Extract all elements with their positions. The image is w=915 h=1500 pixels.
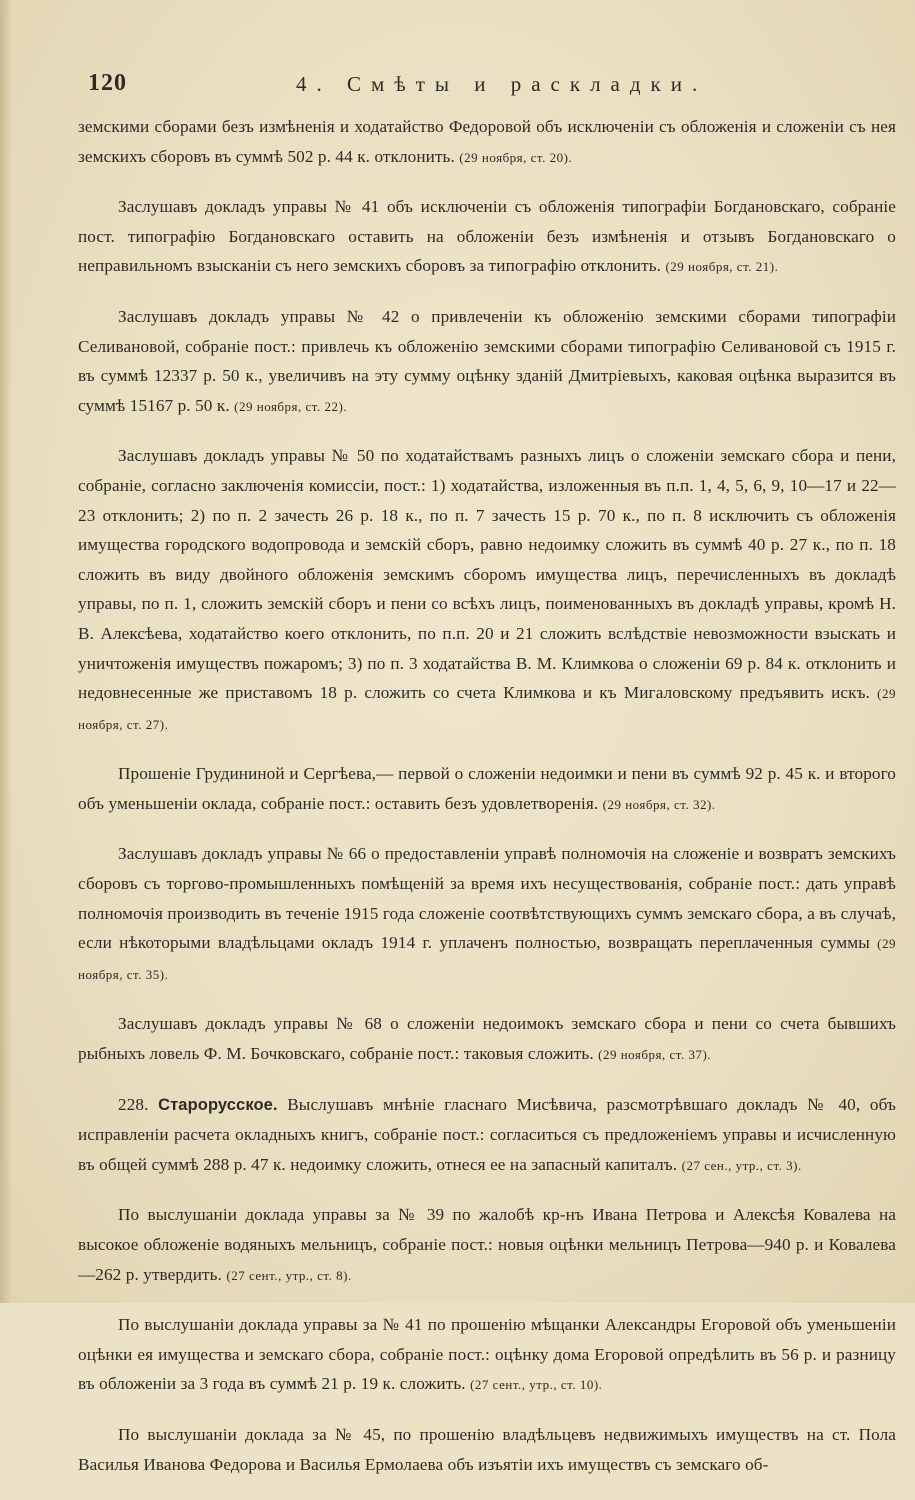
paragraph-4	[78, 441, 896, 739]
paragraph-reference: (29 ноября, ст. 22).	[234, 398, 348, 414]
page-body	[78, 112, 896, 1500]
paragraph-11	[78, 1420, 896, 1480]
paragraph-text: Заслушавъ докладъ управы № 42 о привлеченіи къ обложенію земскими сборами типографіи Селивановой, собраніе пост.: привлечь къ обложенію земскими сборами типографію Селивановой съ 1915 г. въ суммѣ 12337 р. 50 к., увеличивъ на эту сумму оцѣнку зданій Дмитріевыхъ, каковая оцѣнка выразится въ суммѣ 15167 р. 50 к.	[78, 306, 896, 415]
paragraph-reference: (29 ноября, ст. 21).	[665, 259, 779, 275]
paragraph-text: По выслушаніи доклада управы за № 41 по прошенію мѣщанки Александры Егоровой объ уменьшеніи оцѣнки ея имущества и земскаго сбора, собраніе пост.: оцѣнку дома Егоровой опредѣлить въ 56 р. и разницу въ обложеніи за 3 года въ суммѣ 21 р. 19 к. сложить.	[78, 1315, 896, 1394]
paragraph-text: Выслушавъ мнѣніе гласнаго Мисѣвича, разсмотрѣвшаго докладъ № 40, объ исправленіи расчета окладныхъ книгъ, собраніе пост.: согласиться съ предложеніемъ управы и исчисленную въ общей суммѣ 288 р. 47 к. недоимку сложить, отнеся ее на запасный капиталъ.	[78, 1094, 896, 1174]
paragraph-reference: (29 ноября, ст. 35).	[78, 936, 896, 982]
paragraph-text: Заслушавъ докладъ управы № 68 о сложеніи недоимокъ земскаго сбора и пени со счета бывшихъ рыбныхъ ловель Ф. М. Бочковскаго, собраніе пост.: таковыя сложить.	[78, 1014, 896, 1064]
page-number: 120	[88, 70, 127, 96]
paragraph-text: Заслушавъ докладъ управы № 66 о предоставленіи управѣ полномочія на сложеніе и возвратъ земскихъ сборовъ съ торгово-промышленныхъ помѣщеній за время ихъ несуществованія, собраніе пост.: дать управѣ полномочія производить въ теченіе 1915 года сложеніе соотвѣтствующихъ суммъ земскаго сбора, а въ случаѣ, если нѣкоторыми владѣльцами окладъ 1914 г. уплаченъ полностью, возвращать переплаченныя суммы	[78, 844, 896, 953]
paragraph-text: земскими сборами безъ измѣненія и ходатайство Федоровой объ исключеніи съ обложенія и сложеніи съ нея земскихъ сборовъ въ суммѣ 502 р. 44 к. отклонить.	[78, 117, 896, 166]
paragraph-reference: (29 ноября, ст. 37).	[598, 1047, 712, 1063]
paragraph-5	[78, 759, 896, 819]
paragraph-reference: (29 ноября, ст. 27).	[78, 686, 896, 732]
paragraph-reference: (27 сен., утр., ст. 3).	[681, 1157, 802, 1173]
paragraph-3	[78, 302, 896, 421]
paragraph-reference: (29 ноября, ст. 32).	[602, 796, 716, 812]
paragraph-text: Заслушавъ докладъ управы № 50 по ходатайствамъ разныхъ лицъ о сложеніи земскаго сбора и пени, собраніе, согласно заключенія комиссіи, пост.: 1) ходатайства, изложенныя въ п.п. 1, 4, 5, 6, 9, 10—17 и 22—23 отклонить; 2) по п. 2 зачесть 26 р. 18 к., по п. 7 зачесть 15 р. 70 к., по п. 8 исключить съ обложенія имущества городского водопровода и земскій сборъ, равно недоимку сложить въ суммѣ 40 р. 27 к., по п. 18 сложить въ виду двойного обложенія земскимъ сборомъ имущества лицъ, перечисленныхъ въ докладѣ управы, по п. 1, сложить земскій сборъ и пени со всѣхъ лицъ, поименованныхъ въ докладѣ управы, кромѣ Н. В. Алексѣева, ходатайство коего отклонить, по п.п. 20 и 21 сложить вслѣдствіе невозможности взыскать и уничтоженія имуществъ пожаромъ; 3) по п. 3 ходатайства В. М. Климкова о сложеніи 69 р. 84 к. отклонить и недовнесенные же приставомъ 18 р. сложить со счета Климкова и къ Мигаловскому предъявить искъ.	[78, 446, 896, 703]
paragraph-9	[78, 1200, 896, 1290]
paragraph-1	[78, 112, 896, 172]
paragraph-text: По выслушаніи доклада управы за № 39 по жалобѣ кр-нъ Ивана Петрова и Алексѣя Ковалева на высокое обложеніе водяныхъ мельницъ, собраніе пост.: новыя оцѣнки мельницъ Петрова—940 р. и Ковалева—262 р. утвердить.	[78, 1205, 896, 1284]
running-title: 4. Смѣты и раскладки.	[296, 72, 708, 96]
paragraph-reference: (27 сент., утр., ст. 8).	[226, 1267, 352, 1283]
page-header	[0, 66, 915, 106]
paragraph-text: Заслушавъ докладъ управы № 41 объ исключеніи съ обложенія типографіи Богдановскаго, собраніе пост. типографію Богдановскаго оставить на обложеніи безъ измѣненія и отзывъ Богдановскаго о неправильномъ взысканіи съ него земскихъ сборовъ за типографію отклонить.	[78, 197, 896, 276]
paragraph-text: По выслушаніи доклада за № 45, по прошенію владѣльцевъ недвижимыхъ имуществъ на ст. Пола Василья Иванова Федорова и Василья Ермолаева объ изъятіи ихъ имуществъ съ земскаго об-	[78, 1424, 896, 1474]
paragraph-2	[78, 192, 896, 282]
paragraph-10	[78, 1310, 896, 1400]
section-region-name: Старорусское.	[158, 1095, 278, 1114]
paragraph-7	[78, 1009, 896, 1069]
paragraph-text: Прошеніе Грудининой и Сергѣева,— первой о сложеніи недоимки и пени въ суммѣ 92 р. 45 к. и второго объ уменьшеніи оклада, собраніе пост.: оставить безъ удовлетворенія.	[78, 764, 896, 813]
paragraph-reference: (27 сент., утр., ст. 10).	[470, 1377, 603, 1393]
paragraph-6	[78, 839, 896, 989]
page-edge-shadow	[0, 0, 12, 1303]
section-number: 228.	[118, 1094, 149, 1114]
paragraph-reference: (29 ноября, ст. 20).	[459, 149, 573, 165]
paragraph-8	[78, 1090, 896, 1181]
